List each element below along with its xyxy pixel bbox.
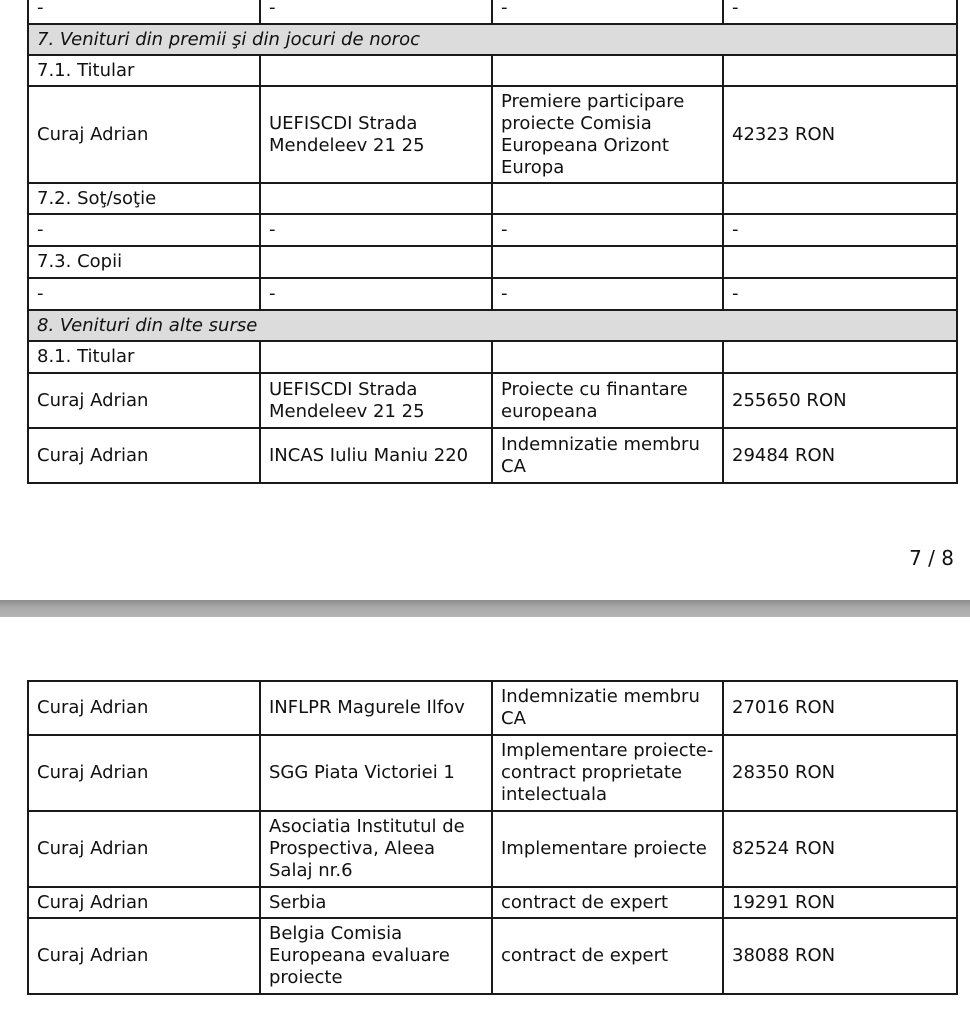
cell-source: INFLPR Magurele Ilfov xyxy=(260,681,492,735)
cell-source: - xyxy=(260,278,492,310)
cell-empty xyxy=(492,246,723,278)
section-row xyxy=(28,24,957,55)
cell-service: Indemnizatie membru CA xyxy=(492,428,723,483)
cell-service: contract de expert xyxy=(492,887,723,918)
table-row xyxy=(28,918,957,994)
cell-empty xyxy=(723,55,957,86)
cell-amount: - xyxy=(723,278,957,310)
subsection-label-children: 7.3. Copii xyxy=(28,246,260,278)
cell-service: Premiere participare proiecte Comisia Europeana Orizont Europa xyxy=(492,86,723,183)
table-row xyxy=(28,214,957,246)
cell-holder: - xyxy=(28,278,260,310)
cell-service: Implementare proiecte xyxy=(492,811,723,887)
subsection-label-spouse: 7.2. Soţ/soţie xyxy=(28,183,260,214)
cell-source: INCAS Iuliu Maniu 220 xyxy=(260,428,492,483)
cell-empty xyxy=(723,246,957,278)
cell-source: - xyxy=(260,0,492,24)
cell-amount: 29484 RON xyxy=(723,428,957,483)
table-row xyxy=(28,681,957,735)
cell-amount: 19291 RON xyxy=(723,887,957,918)
cell-holder: Curaj Adrian xyxy=(28,887,260,918)
cell-empty xyxy=(723,341,957,373)
table-row xyxy=(28,735,957,811)
cell-service: Indemnizatie membru CA xyxy=(492,681,723,735)
cell-service: Proiecte cu finantare europeana xyxy=(492,373,723,428)
table-row xyxy=(28,887,957,918)
cell-service: Implementare proiecte-contract proprietate intelectuala xyxy=(492,735,723,811)
cell-empty xyxy=(723,183,957,214)
income-table-page-7 xyxy=(27,0,958,484)
cell-amount: 42323 RON xyxy=(723,86,957,183)
table-row xyxy=(28,428,957,483)
page-divider xyxy=(0,600,970,617)
cell-holder: Curaj Adrian xyxy=(28,428,260,483)
cell-amount: 38088 RON xyxy=(723,918,957,994)
cell-amount: 28350 RON xyxy=(723,735,957,811)
table-row xyxy=(28,373,957,428)
cell-source: SGG Piata Victoriei 1 xyxy=(260,735,492,811)
subsection-label-holder: 7.1. Titular xyxy=(28,55,260,86)
section-title-other-sources: 8. Venituri din alte surse xyxy=(28,310,957,341)
table-row xyxy=(28,86,957,183)
cell-source: Belgia Comisia Europeana evaluare proiecte xyxy=(260,918,492,994)
cell-source: UEFISCDI Strada Mendeleev 21 25 xyxy=(260,86,492,183)
subsection-row xyxy=(28,246,957,278)
cell-source: UEFISCDI Strada Mendeleev 21 25 xyxy=(260,373,492,428)
table-row xyxy=(28,811,957,887)
income-table-page-8 xyxy=(27,680,958,995)
subsection-label-holder: 8.1. Titular xyxy=(28,341,260,373)
cell-source: - xyxy=(260,214,492,246)
cell-service: - xyxy=(492,214,723,246)
cell-holder: Curaj Adrian xyxy=(28,735,260,811)
page-indicator: 7 / 8 xyxy=(909,546,954,570)
cell-service: contract de expert xyxy=(492,918,723,994)
cell-amount: 27016 RON xyxy=(723,681,957,735)
subsection-row xyxy=(28,183,957,214)
cell-empty xyxy=(260,183,492,214)
cell-service: - xyxy=(492,278,723,310)
table-row xyxy=(28,278,957,310)
cell-source: Asociatia Institutul de Prospectiva, Aleea Salaj nr.6 xyxy=(260,811,492,887)
cell-empty xyxy=(492,183,723,214)
cell-holder: Curaj Adrian xyxy=(28,918,260,994)
cell-holder: Curaj Adrian xyxy=(28,86,260,183)
cell-empty xyxy=(492,341,723,373)
table-row xyxy=(28,0,957,24)
cell-empty xyxy=(260,341,492,373)
cell-holder: Curaj Adrian xyxy=(28,811,260,887)
cell-service: - xyxy=(492,0,723,24)
cell-amount: - xyxy=(723,0,957,24)
cell-amount: 82524 RON xyxy=(723,811,957,887)
cell-empty xyxy=(492,55,723,86)
section-row xyxy=(28,310,957,341)
cell-source: Serbia xyxy=(260,887,492,918)
cell-amount: 255650 RON xyxy=(723,373,957,428)
section-title-prizes: 7. Venituri din premii şi din jocuri de noroc xyxy=(28,24,957,55)
subsection-row xyxy=(28,55,957,86)
cell-empty xyxy=(260,55,492,86)
cell-holder: - xyxy=(28,214,260,246)
cell-holder: - xyxy=(28,0,260,24)
cell-holder: Curaj Adrian xyxy=(28,373,260,428)
cell-holder: Curaj Adrian xyxy=(28,681,260,735)
subsection-row xyxy=(28,341,957,373)
cell-amount: - xyxy=(723,214,957,246)
cell-empty xyxy=(260,246,492,278)
